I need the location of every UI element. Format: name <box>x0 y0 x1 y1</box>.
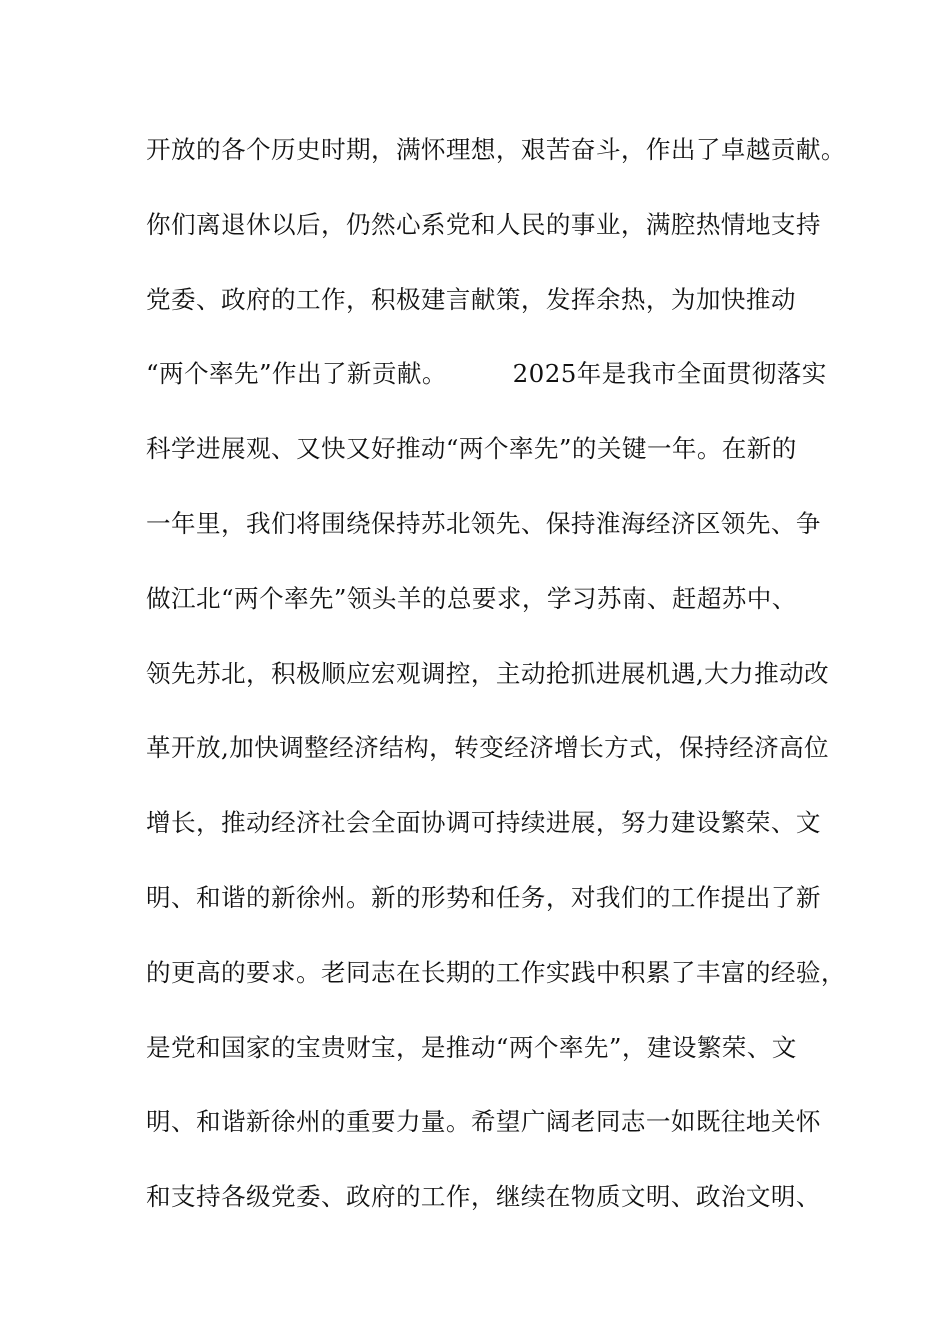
text-line: 领先苏北，积极顺应宏观调控，主动抢抓进展机遇,大力推动改 <box>146 658 830 688</box>
text-line: 党委、政府的工作，积极建言献策，发挥余热，为加快推动 <box>146 284 796 314</box>
body-text <box>146 128 846 1250</box>
text-line: “两个率先”作出了新贡献。 2025年是我市全面贯彻落实 <box>146 359 827 389</box>
text-line: 和支持各级党委、政府的工作，继续在物质文明、政治文明、 <box>146 1182 821 1212</box>
text-line: 增长，推动经济社会全面协调可持续进展，努力建设繁荣、文 <box>146 808 821 838</box>
text-line: 一年里，我们将围绕保持苏北领先、保持淮海经济区领先、争 <box>146 508 821 538</box>
text-line: 明、和谐的新徐州。新的形势和任务，对我们的工作提出了新 <box>146 882 821 912</box>
text-line: 革开放,加快调整经济结构，转变经济增长方式，保持经济高位 <box>146 733 830 763</box>
text-line: 开放的各个历史时期，满怀理想，艰苦奋斗，作出了卓越贡献。 <box>146 135 846 164</box>
text-line: 做江北“两个率先”领头羊的总要求，学习苏南、赶超苏中、 <box>146 583 797 613</box>
text-line: 的更高的要求。老同志在长期的工作实践中积累了丰富的经验， <box>146 957 846 987</box>
text-line: 科学进展观、又快又好推动“两个率先”的关键一年。在新的 <box>146 434 797 464</box>
text-line: 明、和谐新徐州的重要力量。希望广阔老同志一如既往地关怀 <box>146 1107 821 1137</box>
text-line: 你们离退休以后，仍然心系党和人民的事业，满腔热情地支持 <box>146 209 821 239</box>
text-line: 是党和国家的宝贵财宝，是推动“两个率先”，建设繁荣、文 <box>146 1032 797 1062</box>
